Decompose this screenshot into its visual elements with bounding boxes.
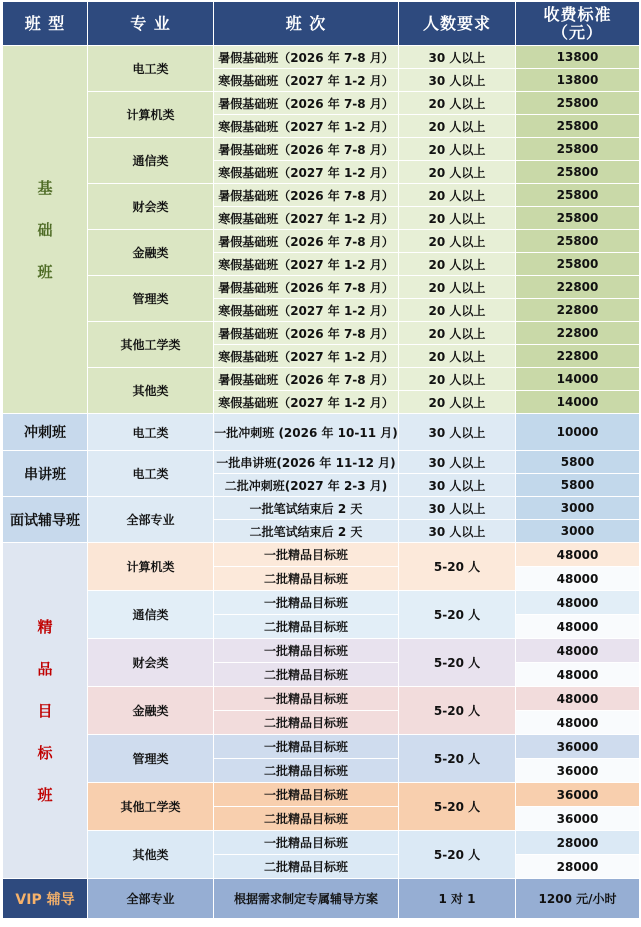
type-elite-char: 品 xyxy=(37,659,53,678)
fee-cell: 48000 xyxy=(516,663,640,687)
size-cell: 20 人以上 xyxy=(399,138,516,161)
size-cell: 5-20 人 xyxy=(399,735,516,783)
session-cell: 暑假基础班（2026 年 7-8 月） xyxy=(214,92,399,115)
size-cell: 30 人以上 xyxy=(399,474,516,497)
fee-table xyxy=(2,1,640,919)
major-cell: 其他工学类 xyxy=(88,783,214,831)
type-lecture: 串讲班 xyxy=(3,451,88,497)
type-basic-char: 础 xyxy=(37,220,53,239)
fee-cell: 28000 xyxy=(516,831,640,855)
size-cell: 5-20 人 xyxy=(399,687,516,735)
table-row xyxy=(3,735,640,759)
size-cell: 5-20 人 xyxy=(399,639,516,687)
fee-cell: 25800 xyxy=(516,207,640,230)
type-sprint: 冲刺班 xyxy=(3,414,88,451)
size-cell: 20 人以上 xyxy=(399,322,516,345)
size-cell: 20 人以上 xyxy=(399,207,516,230)
size-cell: 20 人以上 xyxy=(399,92,516,115)
fee-cell: 25800 xyxy=(516,230,640,253)
type-elite xyxy=(3,543,88,879)
session-cell: 寒假基础班（2027 年 1-2 月） xyxy=(214,115,399,138)
session-cell: 暑假基础班（2026 年 7-8 月） xyxy=(214,138,399,161)
session-cell: 暑假基础班（2026 年 7-8 月） xyxy=(214,46,399,69)
session-cell: 一批精品目标班 xyxy=(214,831,399,855)
table-row xyxy=(3,687,640,711)
fee-cell: 22800 xyxy=(516,322,640,345)
type-elite-char: 标 xyxy=(37,743,53,762)
table-row xyxy=(3,591,640,615)
table-row xyxy=(3,783,640,807)
size-cell: 20 人以上 xyxy=(399,368,516,391)
table-row xyxy=(3,879,640,919)
fee-cell: 48000 xyxy=(516,543,640,567)
session-cell: 二批精品目标班 xyxy=(214,615,399,639)
major-cell: 金融类 xyxy=(88,687,214,735)
fee-cell: 3000 xyxy=(516,497,640,520)
size-cell: 30 人以上 xyxy=(399,497,516,520)
table-row xyxy=(3,230,640,253)
major-cell: 计算机类 xyxy=(88,92,214,138)
type-elite-char: 目 xyxy=(37,701,53,720)
session-cell: 二批精品目标班 xyxy=(214,711,399,735)
fee-cell: 14000 xyxy=(516,368,640,391)
table-row xyxy=(3,414,640,451)
fee-cell: 13800 xyxy=(516,46,640,69)
fee-cell: 14000 xyxy=(516,391,640,414)
fee-cell: 25800 xyxy=(516,184,640,207)
major-cell: 财会类 xyxy=(88,639,214,687)
fee-cell: 25800 xyxy=(516,253,640,276)
major-cell: 通信类 xyxy=(88,138,214,184)
session-cell: 暑假基础班（2026 年 7-8 月） xyxy=(214,322,399,345)
size-cell: 20 人以上 xyxy=(399,115,516,138)
header-session: 班 次 xyxy=(214,2,399,46)
session-cell: 寒假基础班（2027 年 1-2 月） xyxy=(214,391,399,414)
session-cell: 寒假基础班（2027 年 1-2 月） xyxy=(214,299,399,322)
fee-cell: 25800 xyxy=(516,138,640,161)
fee-cell: 48000 xyxy=(516,591,640,615)
session-cell: 寒假基础班（2027 年 1-2 月） xyxy=(214,253,399,276)
major-cell: 财会类 xyxy=(88,184,214,230)
fee-cell: 25800 xyxy=(516,92,640,115)
table-row xyxy=(3,451,640,474)
major-cell: 其他类 xyxy=(88,368,214,414)
type-basic xyxy=(3,46,88,414)
table-row xyxy=(3,138,640,161)
header-major: 专 业 xyxy=(88,2,214,46)
table-row xyxy=(3,543,640,567)
fee-cell: 25800 xyxy=(516,161,640,184)
table-row xyxy=(3,322,640,345)
session-cell: 一批精品目标班 xyxy=(214,639,399,663)
fee-cell: 13800 xyxy=(516,69,640,92)
header-size: 人数要求 xyxy=(399,2,516,46)
size-cell: 20 人以上 xyxy=(399,276,516,299)
session-cell: 寒假基础班（2027 年 1-2 月） xyxy=(214,207,399,230)
session-cell: 暑假基础班（2026 年 7-8 月） xyxy=(214,184,399,207)
fee-cell: 36000 xyxy=(516,783,640,807)
size-cell: 20 人以上 xyxy=(399,253,516,276)
fee-cell: 48000 xyxy=(516,687,640,711)
type-elite-char: 精 xyxy=(37,617,53,636)
major-cell: 管理类 xyxy=(88,276,214,322)
major-cell: 电工类 xyxy=(88,451,214,497)
table-row xyxy=(3,497,640,520)
session-cell: 寒假基础班（2027 年 1-2 月） xyxy=(214,161,399,184)
table-row xyxy=(3,639,640,663)
major-cell: 电工类 xyxy=(88,46,214,92)
table-row xyxy=(3,184,640,207)
major-cell: 电工类 xyxy=(88,414,214,451)
fee-cell: 1200 元/小时 xyxy=(516,879,640,919)
fee-cell: 36000 xyxy=(516,759,640,783)
session-cell: 一批精品目标班 xyxy=(214,687,399,711)
table-row xyxy=(3,368,640,391)
table-body xyxy=(3,46,640,919)
size-cell: 5-20 人 xyxy=(399,831,516,879)
fee-cell: 22800 xyxy=(516,276,640,299)
fee-cell: 48000 xyxy=(516,639,640,663)
size-cell: 30 人以上 xyxy=(399,69,516,92)
session-cell: 一批冲刺班 (2026 年 10-11 月) xyxy=(214,414,399,451)
fee-cell: 28000 xyxy=(516,855,640,879)
session-cell: 一批笔试结束后 2 天 xyxy=(214,497,399,520)
session-cell: 根据需求制定专属辅导方案 xyxy=(214,879,399,919)
type-vip: VIP 辅导 xyxy=(3,879,88,919)
type-elite-char: 班 xyxy=(37,785,53,804)
fee-cell: 25800 xyxy=(516,115,640,138)
table-row xyxy=(3,46,640,69)
fee-cell: 48000 xyxy=(516,615,640,639)
type-basic-char: 基 xyxy=(37,178,53,197)
fee-cell: 3000 xyxy=(516,520,640,543)
header-fee xyxy=(516,2,640,46)
major-cell: 其他类 xyxy=(88,831,214,879)
major-cell: 计算机类 xyxy=(88,543,214,591)
session-cell: 二批精品目标班 xyxy=(214,855,399,879)
fee-cell: 36000 xyxy=(516,807,640,831)
size-cell: 30 人以上 xyxy=(399,46,516,69)
fee-cell: 10000 xyxy=(516,414,640,451)
table-row xyxy=(3,92,640,115)
size-cell: 20 人以上 xyxy=(399,161,516,184)
size-cell: 20 人以上 xyxy=(399,299,516,322)
session-cell: 一批串讲班(2026 年 11-12 月) xyxy=(214,451,399,474)
fee-cell: 36000 xyxy=(516,735,640,759)
size-cell: 20 人以上 xyxy=(399,345,516,368)
type-basic-char: 班 xyxy=(37,262,53,281)
session-cell: 二批精品目标班 xyxy=(214,759,399,783)
size-cell: 5-20 人 xyxy=(399,783,516,831)
header-fee-label: 收费标准（元） xyxy=(543,4,612,42)
size-cell: 20 人以上 xyxy=(399,391,516,414)
size-cell: 5-20 人 xyxy=(399,543,516,591)
session-cell: 二批冲刺班(2027 年 2-3 月) xyxy=(214,474,399,497)
size-cell: 5-20 人 xyxy=(399,591,516,639)
session-cell: 寒假基础班（2027 年 1-2 月） xyxy=(214,345,399,368)
major-cell: 通信类 xyxy=(88,591,214,639)
fee-cell: 5800 xyxy=(516,474,640,497)
table-row xyxy=(3,276,640,299)
size-cell: 30 人以上 xyxy=(399,451,516,474)
major-cell: 全部专业 xyxy=(88,497,214,543)
fee-cell: 5800 xyxy=(516,451,640,474)
session-cell: 一批精品目标班 xyxy=(214,735,399,759)
major-cell: 其他工学类 xyxy=(88,322,214,368)
fee-cell: 22800 xyxy=(516,299,640,322)
fee-cell: 22800 xyxy=(516,345,640,368)
major-cell: 全部专业 xyxy=(88,879,214,919)
major-cell: 金融类 xyxy=(88,230,214,276)
session-cell: 暑假基础班（2026 年 7-8 月） xyxy=(214,230,399,253)
header-row xyxy=(3,2,640,46)
fee-cell: 48000 xyxy=(516,567,640,591)
table-row xyxy=(3,831,640,855)
session-cell: 一批精品目标班 xyxy=(214,783,399,807)
size-cell: 30 人以上 xyxy=(399,414,516,451)
session-cell: 寒假基础班（2027 年 1-2 月） xyxy=(214,69,399,92)
size-cell: 1 对 1 xyxy=(399,879,516,919)
header-type: 班 型 xyxy=(3,2,88,46)
session-cell: 暑假基础班（2026 年 7-8 月） xyxy=(214,276,399,299)
fee-cell: 48000 xyxy=(516,711,640,735)
major-cell: 管理类 xyxy=(88,735,214,783)
session-cell: 暑假基础班（2026 年 7-8 月） xyxy=(214,368,399,391)
session-cell: 二批精品目标班 xyxy=(214,807,399,831)
session-cell: 二批精品目标班 xyxy=(214,663,399,687)
size-cell: 20 人以上 xyxy=(399,230,516,253)
size-cell: 30 人以上 xyxy=(399,520,516,543)
size-cell: 20 人以上 xyxy=(399,184,516,207)
session-cell: 二批精品目标班 xyxy=(214,567,399,591)
session-cell: 一批精品目标班 xyxy=(214,543,399,567)
session-cell: 一批精品目标班 xyxy=(214,591,399,615)
type-interview: 面试辅导班 xyxy=(3,497,88,543)
session-cell: 二批笔试结束后 2 天 xyxy=(214,520,399,543)
